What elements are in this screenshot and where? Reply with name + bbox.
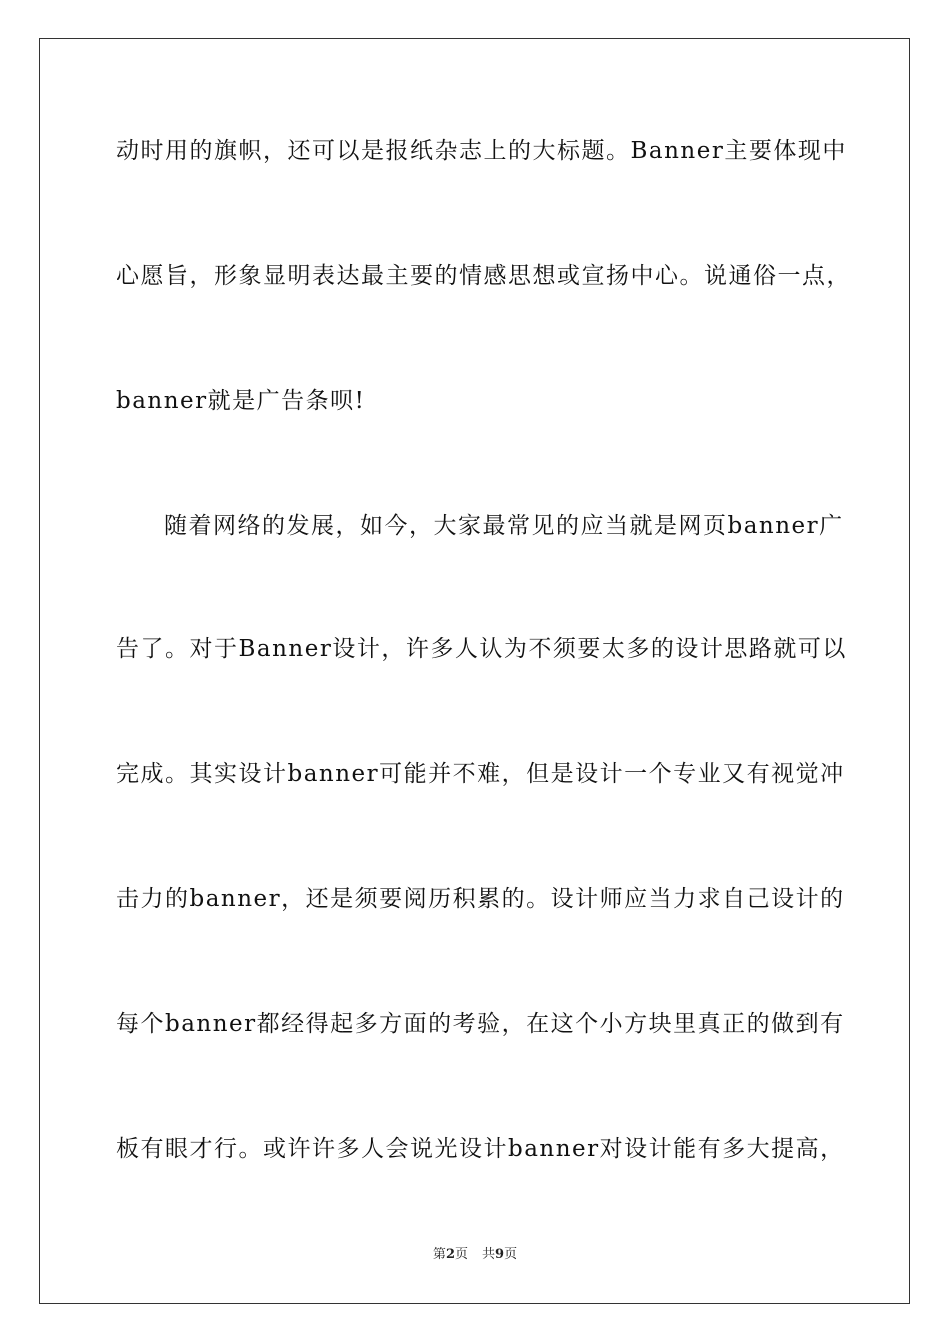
text-line: 完成。其实设计banner可能并不难，但是设计一个专业又有视觉冲 <box>116 761 845 787</box>
total-suffix: 页 <box>504 1247 518 1262</box>
page-prefix: 第 <box>432 1247 446 1262</box>
page-border <box>39 38 910 1304</box>
page-suffix: 页 <box>454 1247 468 1262</box>
text-line: 每个banner都经得起多方面的考验，在这个小方块里真正的做到有 <box>116 1011 845 1037</box>
text-line: 心愿旨，形象显明表达最主要的情感思想或宣扬中心。说通俗一点， <box>116 263 851 289</box>
page-number: 2 <box>445 1247 455 1262</box>
text-line: 击力的banner，还是须要阅历积累的。设计师应当力求自己设计的 <box>116 886 845 912</box>
text-line: 板有眼才行。或许许多人会说光设计banner对设计能有多大提高， <box>116 1136 845 1162</box>
total-prefix: 共 <box>482 1247 496 1262</box>
text-line: 告了。对于Banner设计，许多人认为不须要太多的设计思路就可以 <box>116 636 847 662</box>
page-footer <box>0 1246 950 1264</box>
total-pages: 9 <box>495 1247 505 1262</box>
text-line: banner就是广告条呗! <box>116 388 366 414</box>
paragraph-first-line: 随着网络的发展，如今，大家最常见的应当就是网页banner广 <box>164 513 844 539</box>
text-line: 动时用的旗帜，还可以是报纸杂志上的大标题。Banner主要体现中 <box>116 138 847 164</box>
